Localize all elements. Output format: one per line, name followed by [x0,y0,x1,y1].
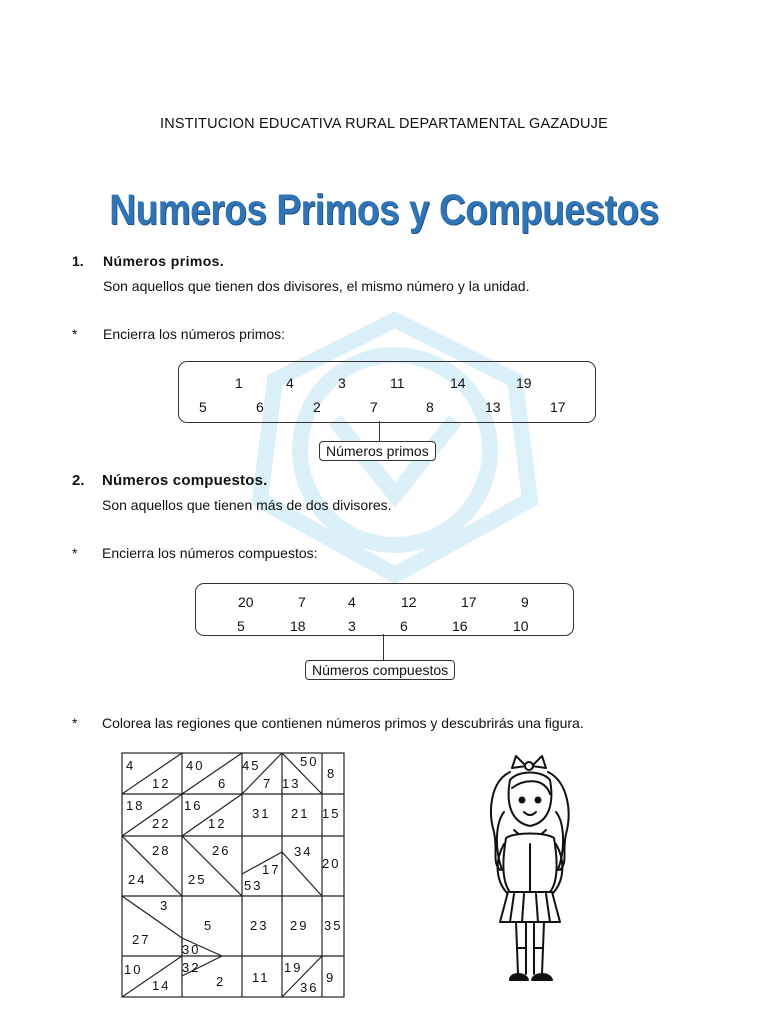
primes-label-box: Números primos [319,441,436,461]
primes-connector-line [379,421,380,442]
puzzle-number[interactable]: 29 [290,918,309,933]
puzzle-number[interactable]: 3 [160,898,170,913]
puzzle-number[interactable]: 15 [322,806,341,821]
puzzle-number[interactable]: 16 [184,798,203,813]
puzzle-number[interactable]: 27 [132,932,151,947]
prime-box-number[interactable]: 2 [313,399,321,415]
puzzle-number[interactable]: 12 [208,816,227,831]
puzzle-number[interactable]: 18 [126,798,145,813]
puzzle-number[interactable]: 12 [152,776,171,791]
girl-illustration [480,752,590,997]
prime-box-number[interactable]: 5 [199,399,207,415]
prime-box-number[interactable]: 14 [450,375,466,391]
puzzle-number[interactable]: 31 [252,806,271,821]
puzzle-number[interactable]: 25 [188,872,207,887]
section-3-bullet: * [72,715,78,731]
puzzle-number[interactable]: 4 [126,758,136,773]
section-2-definition: Son aquellos que tienen más de dos divisores. [102,497,392,513]
prime-box-number[interactable]: 11 [390,375,405,391]
composite-box-number[interactable]: 3 [348,618,356,634]
section-2-number: 2. [72,472,85,489]
primes-number-box [178,361,596,423]
puzzle-number[interactable]: 11 [252,970,270,985]
puzzle-number[interactable]: 28 [152,843,171,858]
puzzle-number[interactable]: 50 [300,754,319,769]
puzzle-number[interactable]: 2 [216,974,226,989]
prime-box-number[interactable]: 8 [426,399,434,415]
composite-box-number[interactable]: 10 [513,618,529,634]
puzzle-number[interactable]: 24 [128,872,147,887]
section-1-bullet: * [72,326,78,342]
puzzle-number[interactable]: 5 [204,918,214,933]
school-name: INSTITUCION EDUCATIVA RURAL DEPARTAMENTAL GAZADUJE [159,116,608,132]
coloring-puzzle-grid[interactable] [120,752,346,1000]
composites-label-box: Números compuestos [305,660,455,680]
section-1-instruction: Encierra los números primos: [103,326,286,342]
prime-box-number[interactable]: 6 [256,399,264,415]
puzzle-number[interactable]: 35 [324,918,343,933]
prime-box-number[interactable]: 3 [338,375,346,391]
prime-box-number[interactable]: 1 [235,375,243,391]
prime-box-number[interactable]: 13 [485,399,501,415]
puzzle-number[interactable]: 30 [182,942,201,957]
section-3-instruction: Colorea las regiones que contienen números primos y descubrirás una figura. [102,715,584,731]
puzzle-number[interactable]: 32 [182,960,201,975]
puzzle-number[interactable]: 10 [124,962,143,977]
composite-box-number[interactable]: 9 [521,594,529,610]
puzzle-number[interactable]: 22 [152,816,171,831]
composite-box-number[interactable]: 5 [237,618,245,634]
puzzle-number[interactable]: 8 [327,766,337,781]
composite-box-number[interactable]: 17 [461,594,477,610]
puzzle-number[interactable]: 34 [294,844,313,859]
page-title: Numeros Primos y Compuestos [109,186,659,234]
prime-box-number[interactable]: 19 [516,375,532,391]
puzzle-number[interactable]: 21 [291,806,310,821]
puzzle-number[interactable]: 13 [282,776,301,791]
puzzle-number[interactable]: 7 [263,776,273,791]
prime-box-number[interactable]: 7 [370,399,378,415]
section-1-heading: Números primos. [103,253,225,269]
puzzle-number[interactable]: 45 [242,758,261,773]
composite-box-number[interactable]: 6 [400,618,408,634]
puzzle-number[interactable]: 26 [212,843,231,858]
section-2-instruction: Encierra los números compuestos: [102,545,318,561]
composite-box-number[interactable]: 4 [348,594,356,610]
puzzle-number[interactable]: 14 [152,978,171,993]
prime-box-number[interactable]: 17 [550,399,566,415]
section-2-bullet: * [72,545,78,561]
puzzle-number[interactable]: 17 [262,862,281,877]
composite-box-number[interactable]: 18 [290,618,306,634]
puzzle-number[interactable]: 20 [322,856,341,871]
puzzle-number[interactable]: 19 [284,960,303,975]
composites-connector-line [383,634,384,660]
prime-box-number[interactable]: 4 [286,375,294,391]
puzzle-number[interactable]: 23 [250,918,269,933]
composite-box-number[interactable]: 16 [452,618,468,634]
section-1-number: 1. [72,253,84,269]
puzzle-number[interactable]: 40 [186,758,205,773]
composite-box-number[interactable]: 20 [238,594,254,610]
section-2-heading: Números compuestos. [102,472,268,489]
section-1-definition: Son aquellos que tienen dos divisores, el mismo número y la unidad. [103,278,530,294]
puzzle-number[interactable]: 9 [326,970,336,985]
puzzle-number[interactable]: 36 [300,980,319,995]
puzzle-number[interactable]: 6 [218,776,228,791]
composite-box-number[interactable]: 12 [401,594,417,610]
composite-box-number[interactable]: 7 [298,594,306,610]
puzzle-number[interactable]: 53 [244,878,263,893]
